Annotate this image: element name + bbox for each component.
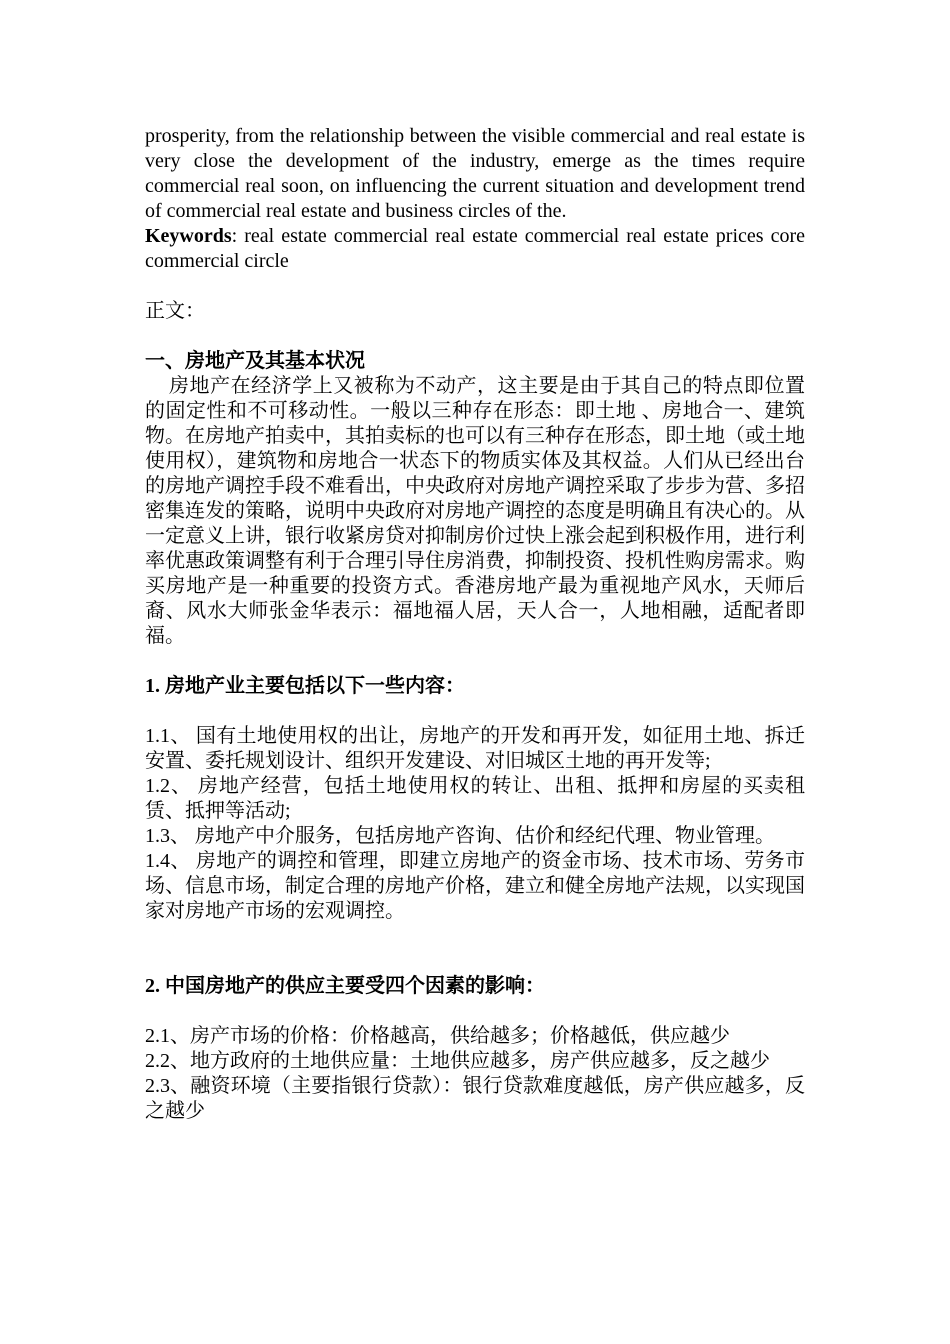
main-text-label: 正文： bbox=[145, 300, 205, 322]
keywords-label: Keywords bbox=[145, 225, 232, 247]
keywords-line bbox=[145, 224, 805, 274]
keywords-text: : real estate commercial real estate commercial real estate prices core commercial circle bbox=[145, 225, 805, 272]
section-2-item: 1.4、 房地产的调控和管理，即建立房地产的资金市场、技术市场、劳务市场、信息市场，制定合理的房地产价格，建立和健全房地产法规，以实现国家对房地产市场的宏观调控。 bbox=[145, 850, 805, 922]
document-page bbox=[145, 124, 805, 1124]
section-2-item: 1.1、 国有土地使用权的出让，房地产的开发和再开发，如征用土地、拆迁安置、委托规划设计、组织开发建设、对旧城区土地的再开发等; bbox=[145, 725, 805, 772]
section-2-title: 1. 房地产业主要包括以下一些内容： bbox=[145, 675, 465, 697]
section-1-title: 一、房地产及其基本状况 bbox=[145, 350, 365, 372]
section-2-item: 1.3、 房地产中介服务，包括房地产咨询、估价和经纪代理、物业管理。 bbox=[145, 825, 775, 847]
section-2-item: 1.2、 房地产经营，包括土地使用权的转让、出租、抵押和房屋的买卖租赁、抵押等活动; bbox=[145, 775, 805, 822]
section-1-paragraph: 房地产在经济学上又被称为不动产，这主要是由于其自己的特点即位置的固定性和不可移动性。一般以三种存在形态：即土地 、房地合一、建筑物。在房地产拍卖中，其拍卖标的也可以有三种存在形态，即土地（或土地使用权），建筑物和房地合一状态下的物质实体及其权益。人们从已经出台的房地产调控手段不难看出，中央政府对房地产调控采取了步步为营、多招密集连发的策略，说明中央政府对房地产调控的态度是明确且有决心的。从一定意义上讲，银行收紧房贷对抑制房价过快上涨会起到积极作用，进行利率优惠政策调整有利于合理引导住房消费，抑制投资、投机性购房需求。购买房地产是一种重要的投资方式。香港房地产最为重视地产风水，天师后裔、风水大师张金华表示：福地福人居，天人合一，人地相融，适配者即福。 bbox=[145, 375, 805, 647]
abstract-continuation: prosperity, from the relationship between the visible commercial and real estate is very close the development of the industry, emerge as the times require commercial real soon, on influencing the current situation and development trend of commercial real estate and business circles of the. bbox=[145, 125, 805, 222]
section-3-title: 2. 中国房地产的供应主要受四个因素的影响： bbox=[145, 975, 545, 997]
spacer bbox=[145, 324, 805, 349]
spacer bbox=[145, 699, 805, 724]
spacer bbox=[145, 649, 805, 674]
section-3-item: 2.1、房产市场的价格：价格越高，供给越多；价格越低，供应越少 bbox=[145, 1025, 730, 1047]
section-3-item: 2.2、地方政府的土地供应量：土地供应越多，房产供应越多，反之越少 bbox=[145, 1050, 770, 1072]
spacer bbox=[145, 924, 805, 974]
spacer bbox=[145, 999, 805, 1024]
spacer bbox=[145, 274, 805, 299]
section-3-item: 2.3、融资环境（主要指银行贷款）：银行贷款难度越低，房产供应越多，反之越少 bbox=[145, 1075, 805, 1122]
